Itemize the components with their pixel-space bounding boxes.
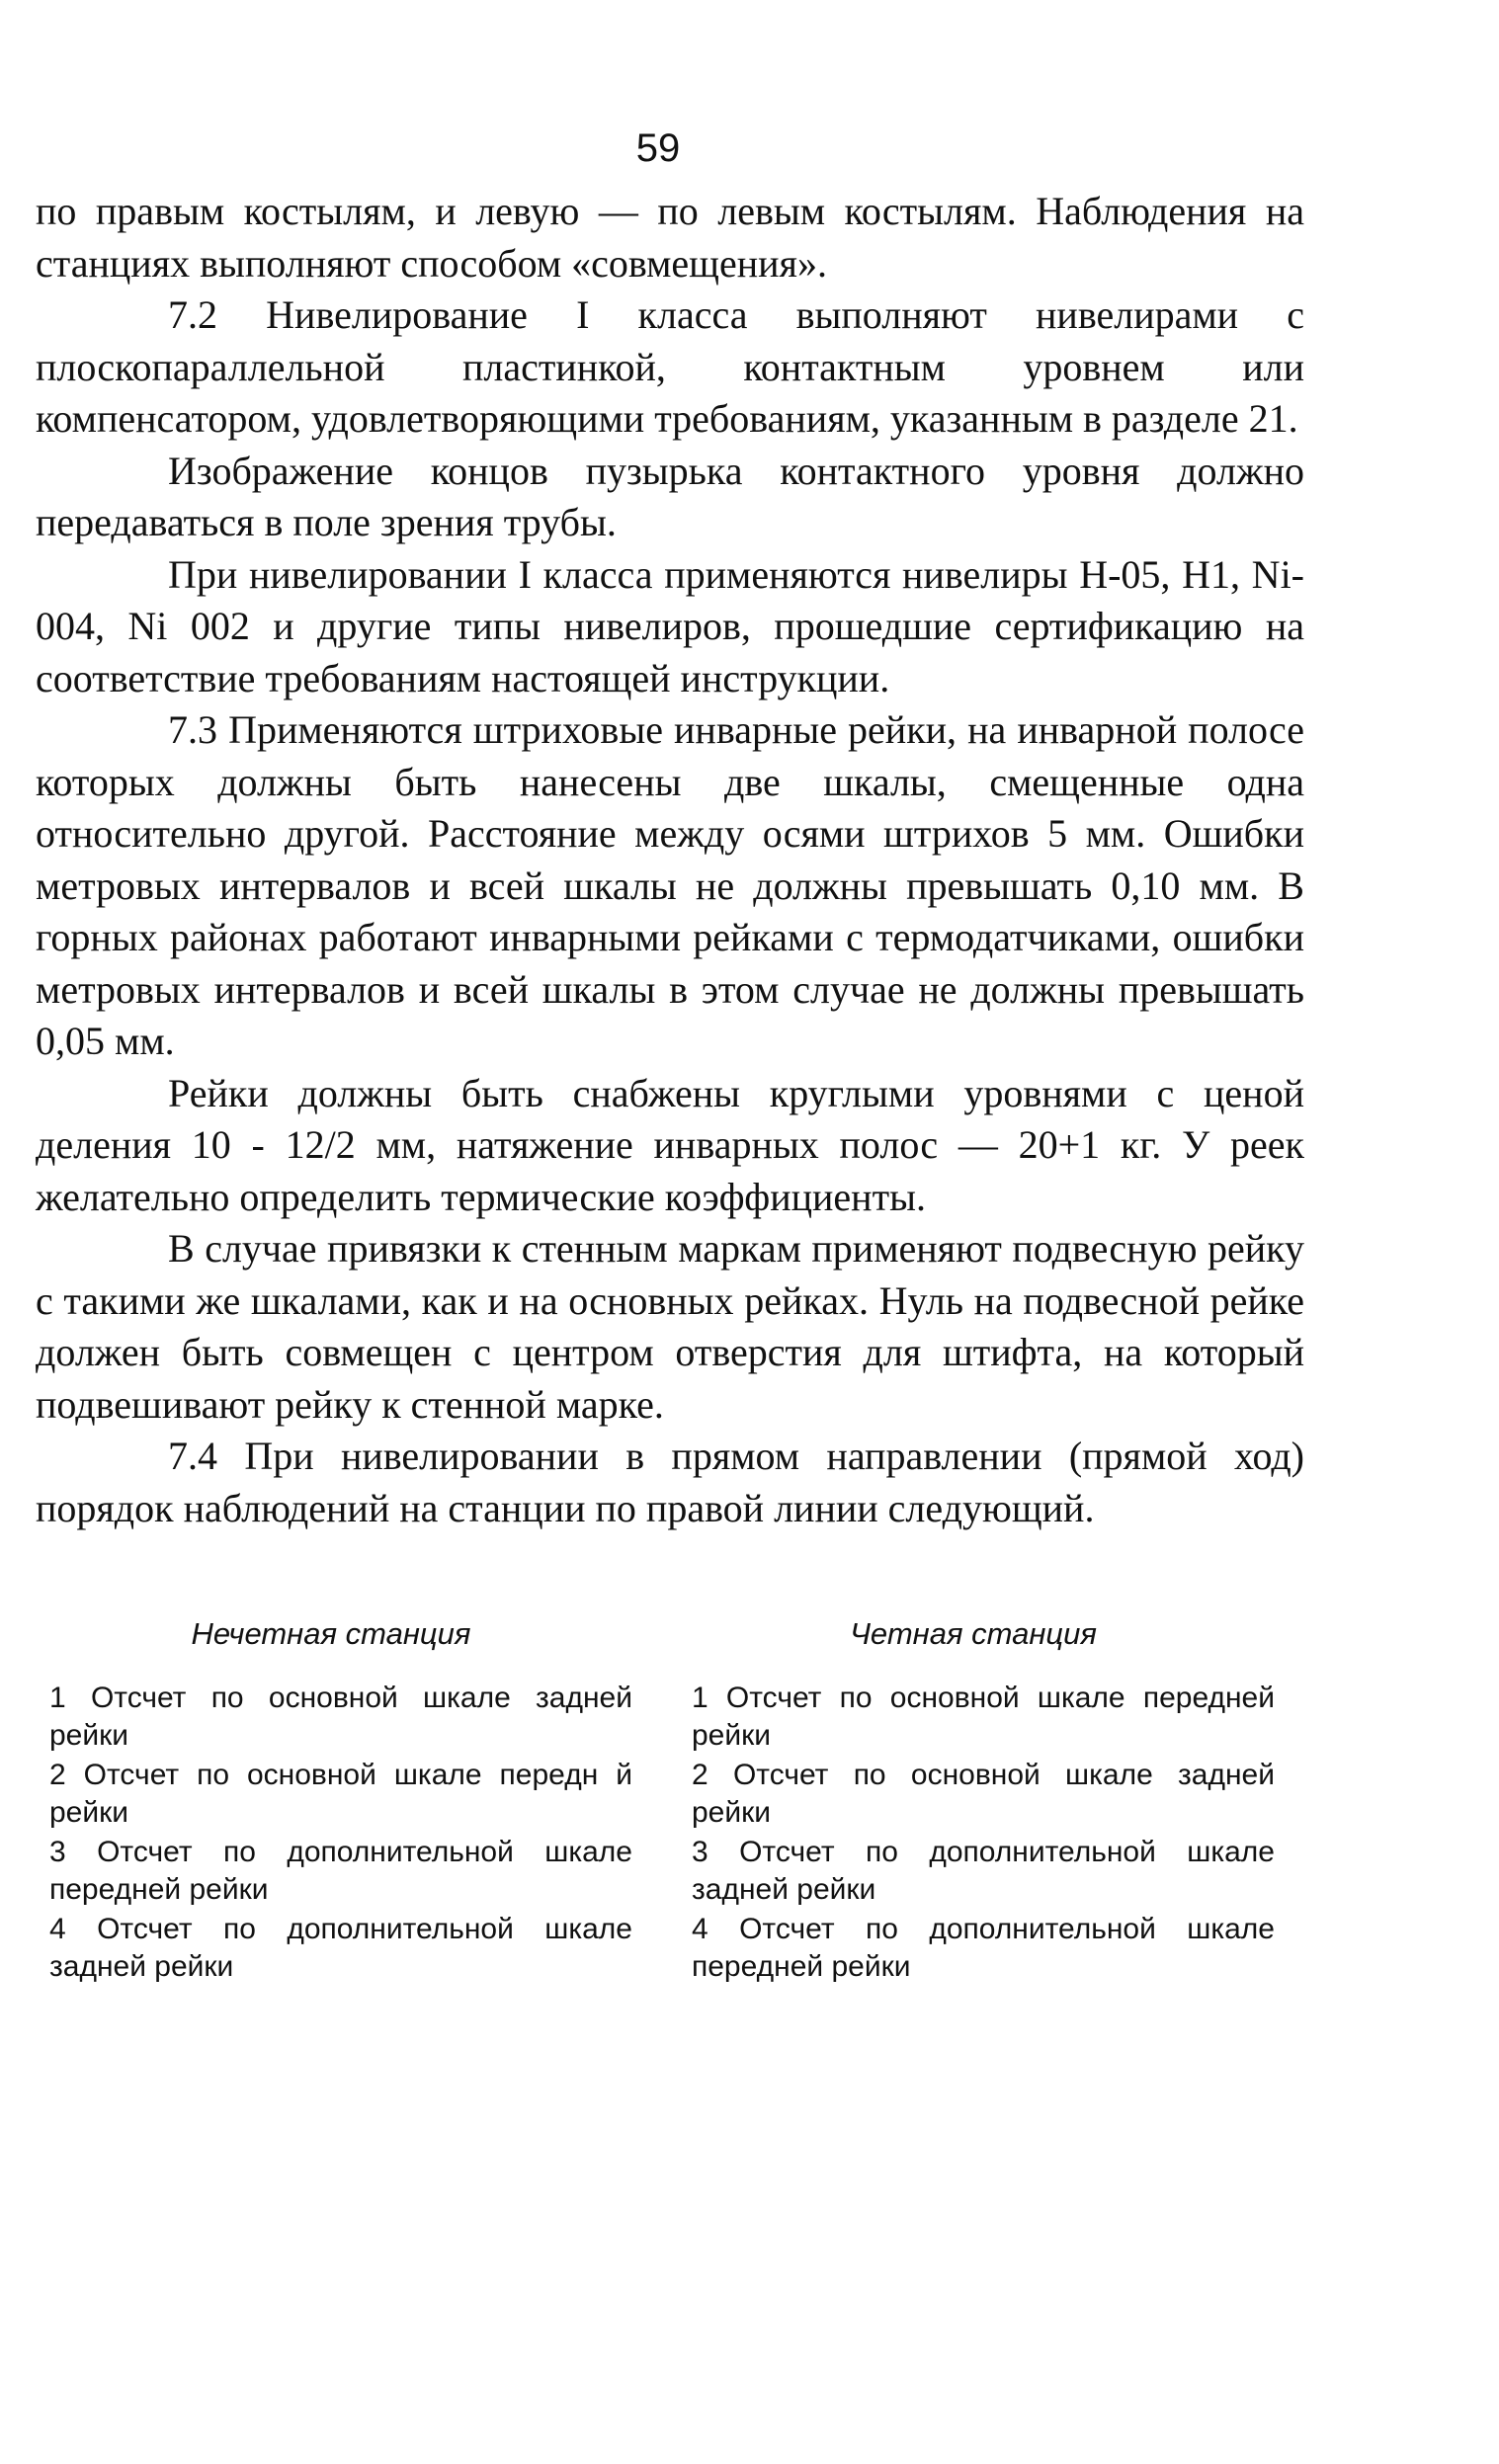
list-item: 2 Отсчет по основной шкале передн й рейки <box>49 1759 632 1829</box>
paragraph: по правым костылям, и левую — по левым костылям. Наблюдения на станциях выполняют способом «совмещения». <box>36 189 1304 286</box>
paragraph: 7.4 При нивелировании в прямом направлении (прямой ход) порядок наблюдений на станции по правой линии следующий. <box>36 1434 1304 1530</box>
odd-station-title: Нечетная станция <box>191 1616 471 1651</box>
paragraph: 7.2 Нивелирование I класса выполняют нивелирами с плоскопараллельной пластинкой, контактным уровнем или компенсатором, удовлетворяющими требованиям, указанным в разделе 21. <box>36 292 1304 441</box>
list-item: 2 Отсчет по основной шкале задней рейки <box>692 1759 1275 1829</box>
list-item: 4 Отсчет по дополнительной шкале передней рейки <box>692 1913 1275 1983</box>
list-item: 3 Отсчет по дополнительной шкале задней рейки <box>692 1836 1275 1906</box>
paragraph: Рейки должны быть снабжены круглыми уровнями с ценой деления 10 - 12/2 мм, натяжение инварных полос — 20+1 кг. У реек желательно определить термические коэффициенты. <box>36 1070 1304 1219</box>
paragraph: 7.3 Применяются штриховые инварные рейки, на инварной полосе которых должны быть нанесены две шкалы, смещенные одна относительно другой. Расстояние между осями штрихов 5 мм. Ошибки метровых интервалов и всей шкалы не должны превышать 0,10 мм. В горных районах работают инварными рейками с термодатчиками, ошибки метровых интервалов и всей шкалы в этом случае не должны превышать 0,05 мм. <box>36 707 1304 1063</box>
paragraph: При нивелировании I класса применяются нивелиры Н-05, Н1, Ni-004, Ni 002 и другие типы нивелиров, прошедшие сертификацию на соответствие требованиям настоящей инструкции. <box>36 551 1304 700</box>
body-text <box>36 186 1304 1534</box>
odd-station-column <box>49 1616 632 1988</box>
even-station-title: Четная станция <box>850 1616 1097 1651</box>
list-item: 4 Отсчет по дополнительной шкале задней рейки <box>49 1913 632 1983</box>
page-number: 59 <box>635 126 681 170</box>
paragraph: В случае привязки к стенным маркам применяют подвесную рейку с такими же шкалами, как и на основных рейках. Нуль на подвесной рейке должен быть совмещен с центром отверстия для штифта, на который подвешивают рейку к стенной марке. <box>36 1226 1304 1427</box>
even-station-column <box>692 1616 1275 1988</box>
paragraph: Изображение концов пузырька контактного уровня должно передаваться в поле зрения трубы. <box>36 448 1304 544</box>
list-item: 3 Отсчет по дополнительной шкале передней рейки <box>49 1836 632 1906</box>
list-item: 1 Отсчет по основной шкале передней рейки <box>692 1682 1275 1752</box>
list-item: 1 Отсчет по основной шкале задней рейки <box>49 1682 632 1752</box>
station-columns <box>49 1616 1275 1988</box>
